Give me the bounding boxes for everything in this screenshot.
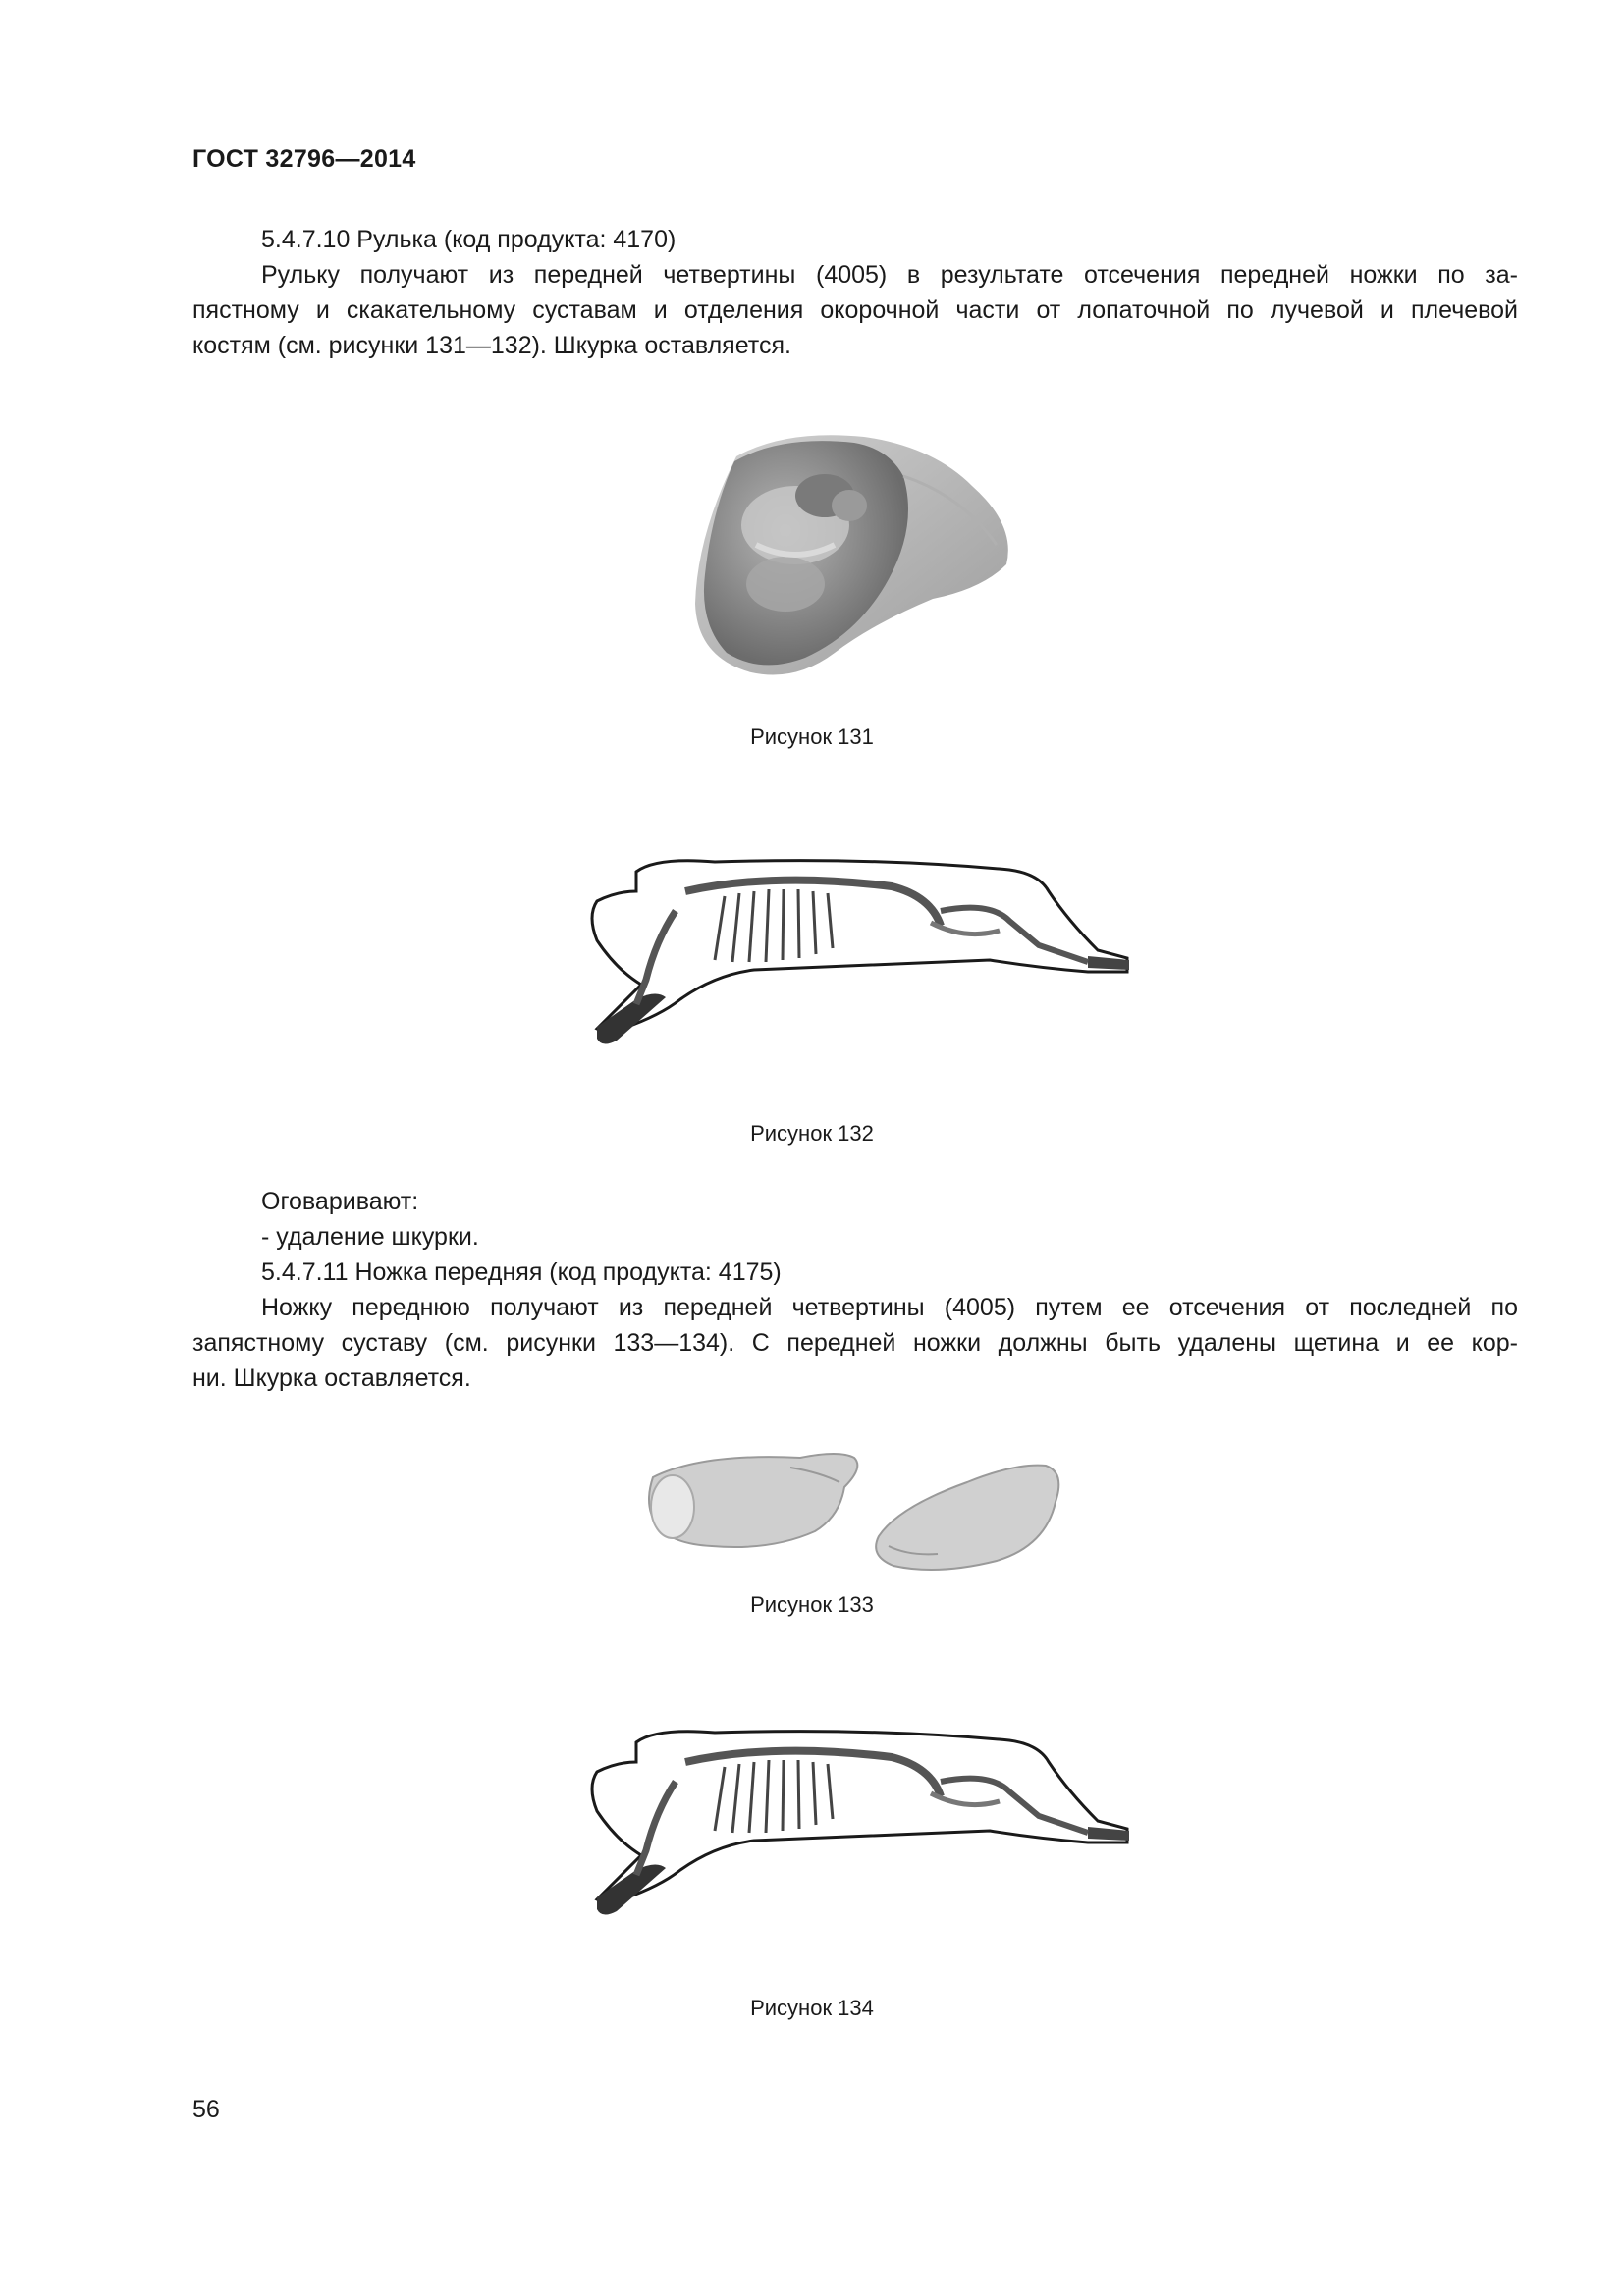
- agreements-intro: Оговаривают:: [261, 1188, 419, 1215]
- paragraph-line: ни. Шкурка оставляется.: [192, 1364, 471, 1392]
- agreements-item: - удаление шкурки.: [261, 1223, 479, 1251]
- paragraph-line: Рульку получают из передней четвертины (4005) в результате отсечения передней ножки по за-: [261, 261, 1518, 289]
- figure-134-caption: Рисунок 134: [750, 1996, 874, 2020]
- paragraph-line: Ножку переднюю получают из передней четвертины (4005) путем ее отсечения от последней по: [261, 1294, 1518, 1321]
- figure-132-caption: Рисунок 132: [750, 1121, 874, 1146]
- paragraph-line: запястному суставу (см. рисунки 133—134). С передней ножки должны быть удалены щетина и ее кор-: [192, 1329, 1518, 1357]
- paragraph-line: пястному и скакательному суставам и отделения окорочной части от лопаточной по лучевой и плечевой: [192, 296, 1518, 324]
- page-number: 56: [192, 2096, 220, 2123]
- section-5-4-7-10: [192, 222, 1518, 363]
- front-feet-photo-icon: [643, 1438, 1065, 1585]
- half-carcass-skeleton-diagram-icon: [577, 1723, 1137, 1934]
- figure-131-caption: Рисунок 131: [750, 724, 874, 749]
- section-heading: 5.4.7.11 Ножка передняя (код продукта: 4175): [261, 1258, 782, 1286]
- section-heading: 5.4.7.10 Рулька (код продукта: 4170): [261, 226, 677, 253]
- section-5-4-7-11: [192, 1255, 1518, 1396]
- document-standard-header: ГОСТ 32796—2014: [192, 145, 416, 173]
- paragraph-line: костям (см. рисунки 131—132). Шкурка оставляется.: [192, 332, 791, 359]
- pork-shank-photo-icon: [677, 417, 1031, 697]
- figure-133-caption: Рисунок 133: [750, 1592, 874, 1617]
- half-carcass-skeleton-diagram-icon: [577, 852, 1137, 1063]
- agreements-block: [192, 1184, 1518, 1255]
